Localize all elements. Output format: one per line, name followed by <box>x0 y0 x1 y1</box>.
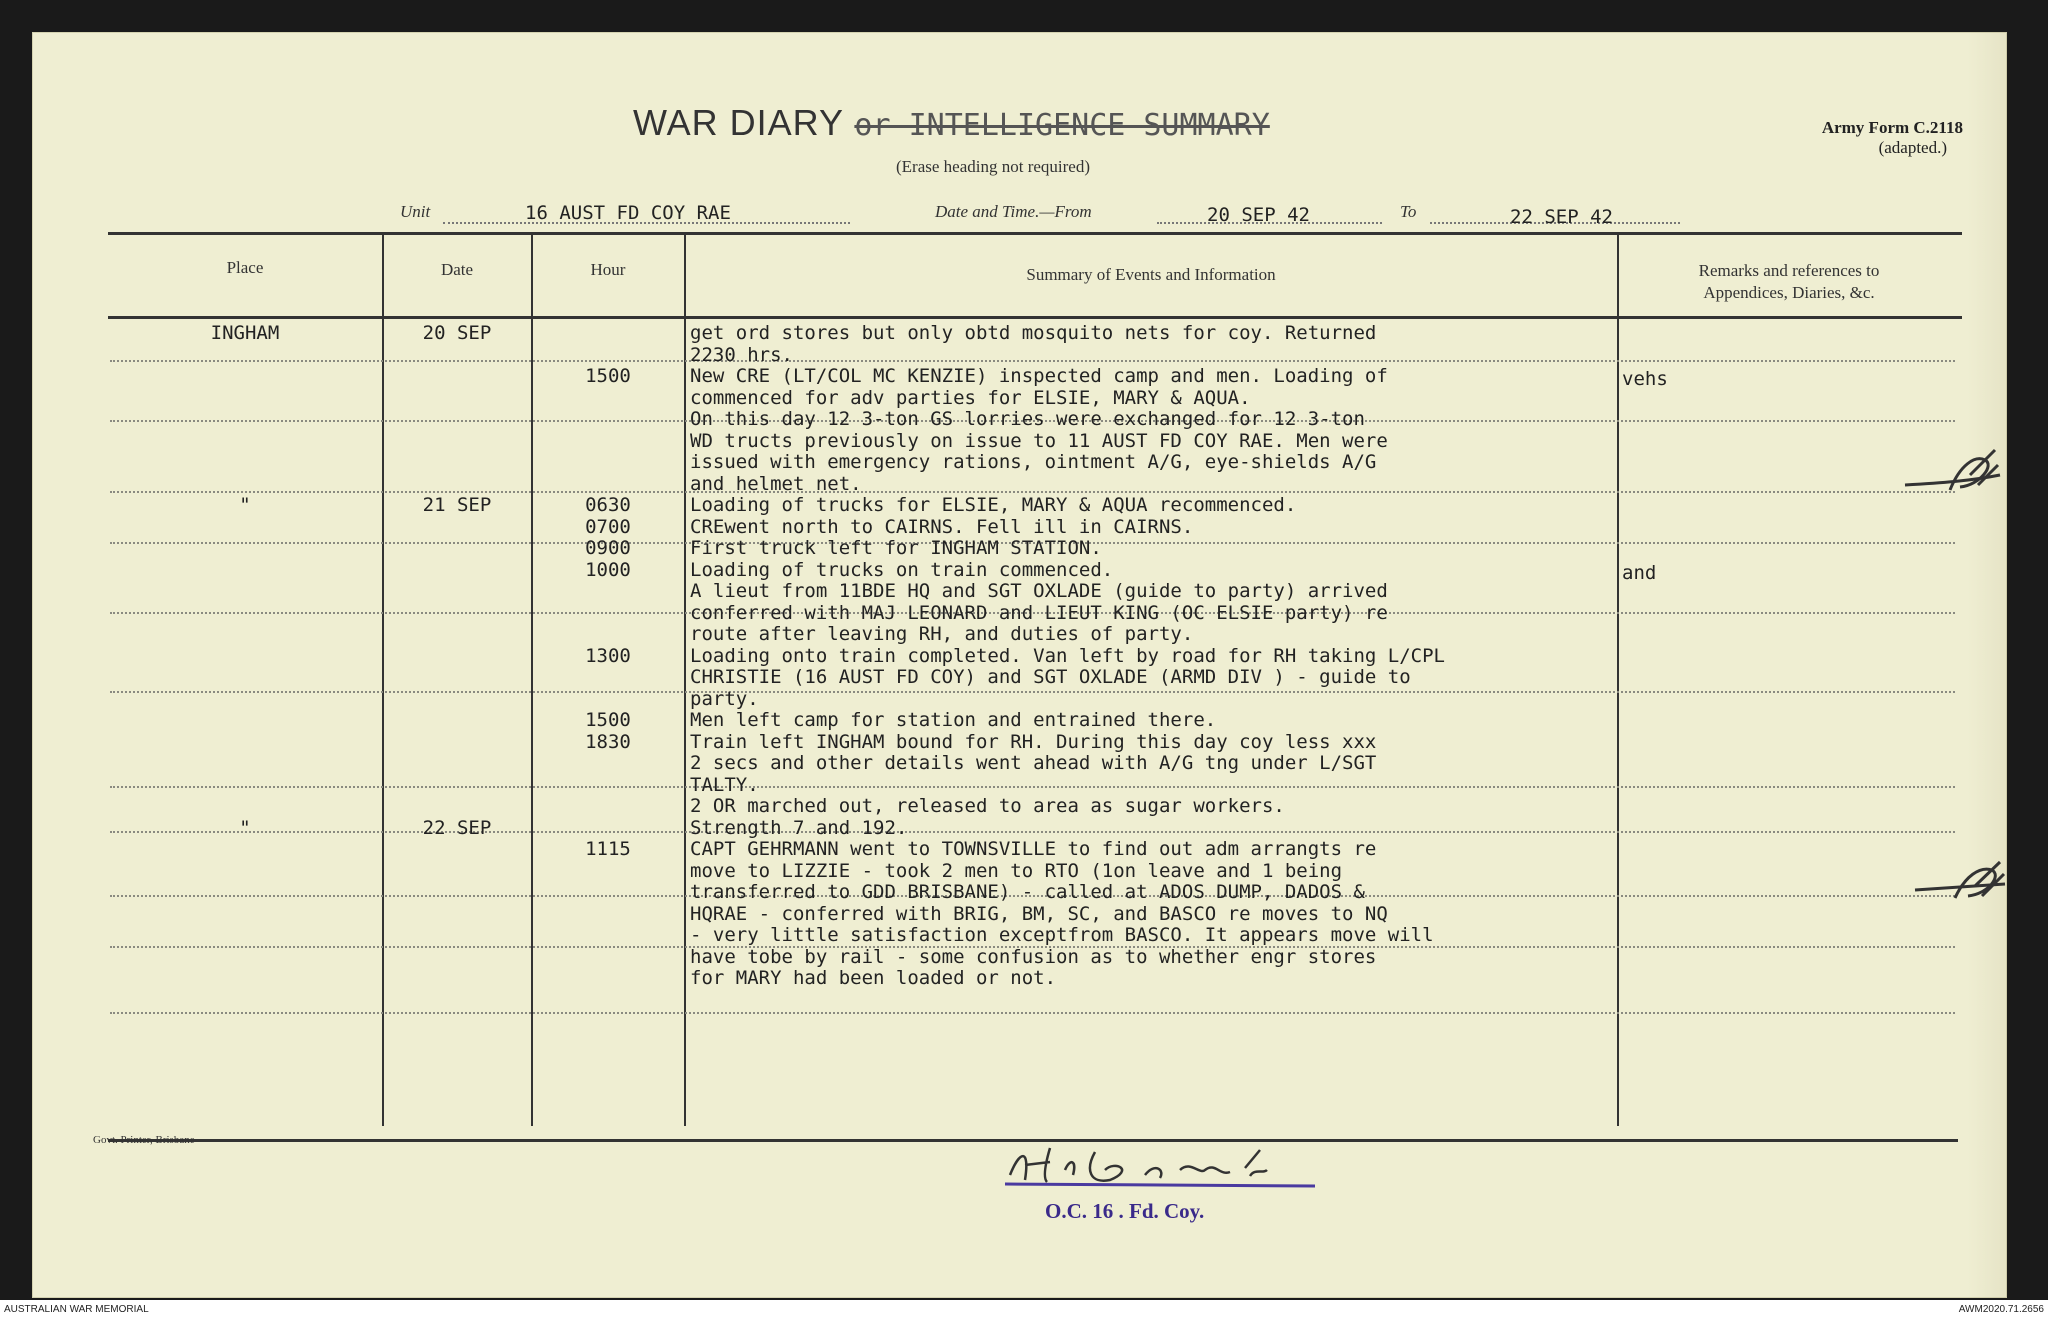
entry-hour: 1115 <box>585 838 631 860</box>
entry-text-line: CHRISTIE (16 AUST FD COY) and SGT OXLADE (ARMD DIV ) - guide to <box>690 666 1411 688</box>
entry-text-line: Loading of trucks for ELSIE, MARY & AQUA recommenced. <box>690 494 1297 516</box>
entry-hour: 1500 <box>585 709 631 731</box>
entry-text-line: CREwent north to CAIRNS. Fell ill in CAIRNS. <box>690 515 1194 538</box>
printer-imprint: Govt. Printer, Brisbane <box>93 1134 195 1146</box>
entry-text-line: commenced for adv parties for ELSIE, MARY & AQUA. <box>690 386 1251 409</box>
colhead-summary: Summary of Events and Information <box>1026 265 1276 284</box>
entry-text-line: route after leaving RH, and duties of party. <box>690 623 1194 645</box>
entry-text-line: Men left camp for station and entrained there. <box>690 709 1217 731</box>
entry-hour: 1830 <box>585 730 631 753</box>
entry-remark: and <box>1622 561 1657 584</box>
entry-text-line: transferred to GDD BRISBANE) - called at ADOS DUMP, DADOS & <box>690 881 1365 903</box>
entry-hour: 1000 <box>585 558 631 581</box>
title-struck: or INTELLIGENCE SUMMARY <box>854 108 1270 143</box>
entry-text-line: Loading of trucks on train commenced. <box>690 558 1114 581</box>
table-head-rule <box>108 316 1962 319</box>
row-dotted-rule <box>110 360 1955 362</box>
entry-text-line: First truck left for INGHAM STATION. <box>690 537 1102 559</box>
entry-hour: 1500 <box>585 365 631 387</box>
unit-label: Unit <box>400 202 431 221</box>
archive-name: AUSTRALIAN WAR MEMORIAL <box>4 1304 149 1315</box>
entry-date: 20 SEP <box>422 322 492 344</box>
entry-text-line: Train left INGHAM bound for RH. During this day coy less xxx <box>690 730 1377 753</box>
entry-text-line: 2 OR marched out, released to area as sugar workers. <box>690 795 1285 817</box>
row-dotted-rule <box>110 1012 1955 1014</box>
colhead-remarks-line2: Appendices, Diaries, &c. <box>1703 283 1875 302</box>
entry-text-line: conferred with MAJ LEONARD and LIEUT KING (OC ELSIE party) re <box>690 601 1388 624</box>
entry-hour: 0700 <box>585 515 631 538</box>
entry-text-line: get ord stores but only obtd mosquito nets for coy. Returned <box>690 322 1377 344</box>
entry-text-line: and helmet net. <box>690 472 862 495</box>
date-to-label: To <box>1400 202 1417 221</box>
date-from-value: 20 SEP 42 <box>1207 204 1310 226</box>
entry-text-line: 2230 hrs. <box>690 343 793 366</box>
entry-text-line: have tobe by rail - some confusion as to whether engr stores <box>690 945 1377 968</box>
army-form-number: Army Form C.2118 <box>1821 118 1963 137</box>
initials-mark-2 <box>1910 858 2010 913</box>
date-to-value: 22 SEP 42 <box>1510 206 1613 228</box>
entry-text-line: WD tructs previously on issue to 11 AUST FD COY RAE. Men were <box>690 429 1388 452</box>
form-title <box>633 102 1270 144</box>
army-form-ref <box>1822 118 1963 158</box>
entry-text-line: TALTY. <box>690 773 759 796</box>
title-main: WAR DIARY <box>633 102 844 143</box>
entry-hour: 0900 <box>585 537 631 559</box>
col-divider-summary <box>1617 234 1619 1126</box>
table-top-rule <box>108 232 1962 235</box>
initials-mark-1 <box>1900 445 2010 505</box>
colhead-remarks-line1: Remarks and references to <box>1698 261 1880 280</box>
unit-value: 16 AUST FD COY RAE <box>525 202 731 224</box>
colhead-remarks <box>1619 260 1959 304</box>
entry-text-line: move to LIZZIE - took 2 men to RTO (1on leave and 1 being <box>690 859 1343 882</box>
entry-text-line: CAPT GEHRMANN went to TOWNSVILLE to find out adm arrangts re <box>690 838 1377 860</box>
entry-remark: vehs <box>1622 368 1668 390</box>
entry-text-line: On this day 12 3-ton GS lorries were exchanged for 12 3-ton <box>690 408 1365 430</box>
entry-place: " <box>239 816 251 839</box>
entry-hour: 1300 <box>585 644 631 667</box>
colhead-date: Date <box>440 260 474 279</box>
date-from-label: Date and Time.—From <box>935 202 1092 221</box>
row-dotted-rule <box>110 691 1955 693</box>
entry-text-line: party. <box>690 687 759 710</box>
erase-note: (Erase heading not required) <box>896 157 1090 176</box>
entry-text-line: Loading onto train completed. Van left by road for RH taking L/CPL <box>690 644 1445 667</box>
oc-signature <box>995 1140 1325 1200</box>
entry-text-line: issued with emergency rations, ointment A/G, eye-shields A/G <box>690 451 1377 473</box>
entry-text-line: HQRAE - conferred with BRIG, BM, SC, and BASCO re moves to NQ <box>690 902 1388 925</box>
entry-text-line: Strength 7 and 192. <box>690 816 908 839</box>
row-dotted-rule <box>110 786 1955 788</box>
entry-text-line: New CRE (LT/COL MC KENZIE) inspected camp and men. Loading of <box>690 365 1388 387</box>
archive-footer <box>0 1300 2048 1321</box>
entry-text-line: 2 secs and other details went ahead with A/G tng under L/SGT <box>690 752 1377 774</box>
entry-place: INGHAM <box>210 322 280 344</box>
colhead-place: Place <box>226 258 264 277</box>
col-divider-hour <box>684 234 686 1126</box>
col-divider-place <box>382 234 384 1126</box>
oc-unit-stamp: O.C. 16 . Fd. Coy. <box>1045 1199 1205 1223</box>
entry-text-line: for MARY had been loaded or not. <box>690 967 1057 989</box>
entry-text-line: - very little satisfaction exceptfrom BASCO. It appears move will <box>690 924 1434 946</box>
entry-date: 22 SEP <box>422 816 492 839</box>
entry-place: " <box>239 494 251 516</box>
entry-text-line: A lieut from 11BDE HQ and SGT OXLADE (guide to party) arrived <box>690 580 1388 602</box>
archive-ref: AWM2020.71.2656 <box>1958 1304 2044 1315</box>
entry-date: 21 SEP <box>422 494 492 516</box>
entry-hour: 0630 <box>585 494 631 516</box>
row-dotted-rule <box>110 491 1955 493</box>
army-form-sub: (adapted.) <box>1878 138 1947 157</box>
colhead-hour: Hour <box>590 260 626 279</box>
